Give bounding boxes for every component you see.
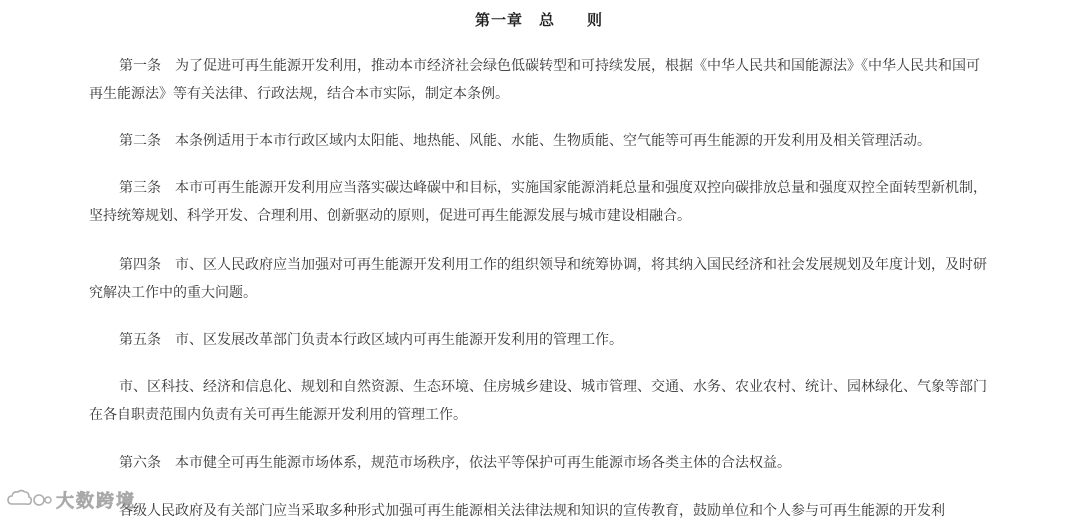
article-3 — [89, 174, 987, 230]
article-6-paragraph-2 — [89, 497, 987, 525]
article-text: 本市可再生能源开发利用应当落实碳达峰碳中和目标，实施国家能源消耗总量和强度双控向碳排放总量和强度双控全面转型新机制，坚持统筹规划、科学开发、合理利用、创新驱动的原则，促进可再生能源发展与城市建设相融合。 — [89, 180, 987, 224]
chapter-title: 第一章 总 则 — [474, 11, 603, 29]
article-text: 市、区科技、经济和信息化、规划和自然资源、生态环境、住房城乡建设、城市管理、交通、水务、农业农村、统计、园林绿化、气象等部门在各自职责范围内负责有关可再生能源开发利用的管理工作。 — [89, 379, 987, 423]
article-5 — [89, 326, 987, 354]
article-text: 本条例适用于本市行政区域内太阳能、地热能、风能、水能、生物质能、空气能等可再生能源的开发利用及相关管理活动。 — [175, 133, 931, 149]
article-label: 第四条 — [119, 257, 161, 273]
article-4 — [89, 251, 987, 307]
article-text: 各级人民政府及有关部门应当采取多种形式加强可再生能源相关法律法规和知识的宣传教育，鼓励单位和个人参与可再生能源的开发利 — [119, 503, 945, 519]
cloud-logo-icon — [6, 488, 52, 512]
article-label: 第一条 — [119, 58, 161, 74]
watermark — [6, 486, 136, 514]
article-1 — [89, 52, 987, 108]
article-text: 为了促进可再生能源开发利用，推动本市经济社会绿色低碳转型和可持续发展，根据《中华人民共和国能源法》《中华人民共和国可再生能源法》等有关法律、行政法规，结合本市实际，制定本条例。 — [89, 58, 980, 102]
article-label: 第二条 — [119, 133, 161, 149]
article-label: 第五条 — [119, 332, 161, 348]
article-label: 第六条 — [119, 455, 161, 471]
article-label: 第三条 — [119, 180, 161, 196]
article-5-paragraph-2 — [89, 373, 987, 429]
article-text: 本市健全可再生能源市场体系，规范市场秩序，依法平等保护可再生能源市场各类主体的合法权益。 — [175, 455, 791, 471]
article-text: 市、区人民政府应当加强对可再生能源开发利用工作的组织领导和统筹协调，将其纳入国民经济和社会发展规划及年度计划，及时研究解决工作中的重大问题。 — [89, 257, 987, 301]
article-2 — [89, 127, 987, 155]
watermark-text: 大数跨境 — [56, 491, 136, 512]
article-text: 市、区发展改革部门负责本行政区域内可再生能源开发利用的管理工作。 — [175, 332, 623, 348]
article-6 — [89, 449, 987, 477]
